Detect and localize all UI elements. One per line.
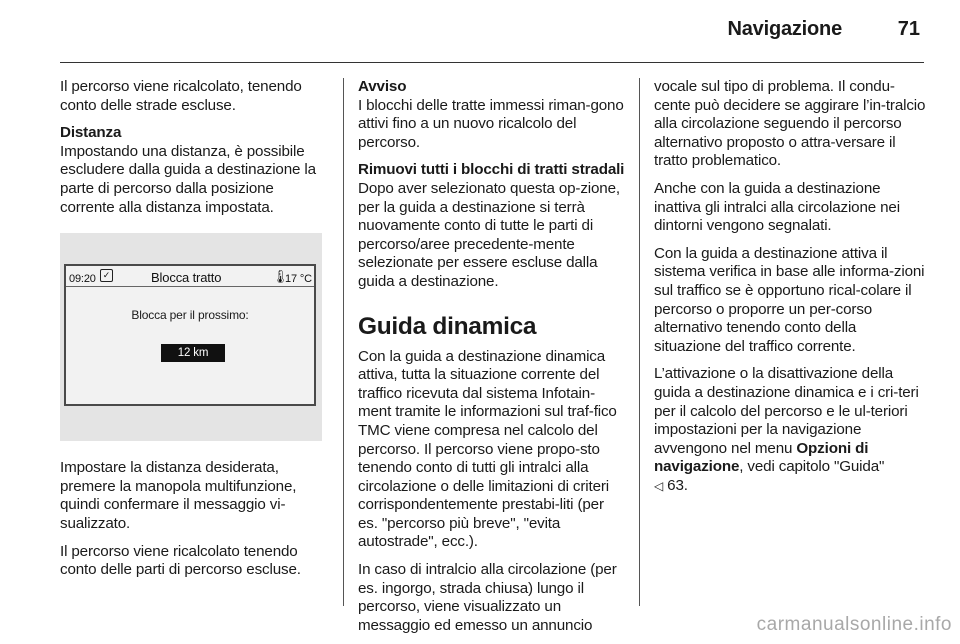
paragraph: Il percorso viene ricalcolato tenendo conto delle parti di percorso escluse. <box>60 542 301 579</box>
paragraph-text: L’attivazione o la disattivazione della guida a destinazione dinamica e i cri-teri per il calcolo del percorso e le ul-teriori impostazioni per la navigazione avvengono nel menu <box>654 365 919 457</box>
display-temperature: 17 °C <box>285 273 312 286</box>
page-title: Navigazione <box>727 18 842 40</box>
paragraph: Il percorso viene ricalcolato, tenendo conto delle strade escluse. <box>60 78 302 114</box>
watermark: carmanualsonline.info <box>756 614 952 635</box>
page-header <box>60 0 924 63</box>
notice-text: I blocchi delle tratte immessi riman-gono attivi fino a un nuovo ricalcolo del percorso. <box>358 96 624 151</box>
page-reference: 63. <box>667 476 688 494</box>
column-3 <box>654 78 926 504</box>
column-divider <box>343 78 344 606</box>
paragraph: In caso di intralcio alla circolazione (per es. ingorgo, strada chiusa) lungo il percorso, viene visualizzato un messaggio ed emesso un annuncio <box>358 561 617 634</box>
menu-name: Opzioni di navigazione <box>654 439 869 476</box>
paragraph <box>358 161 626 291</box>
page-reference-icon: ◁ <box>654 478 664 493</box>
column-2 <box>358 78 626 644</box>
paragraph: Con la guida a destinazione dinamica attiva, tutta la situazione corrente del traffico ricevuta dal sistema Infotain-ment tramite le informazioni sul traf-fico TMC viene compresa nel calcolo del percorso. Il percorso viene propo-sto tenendo conto di tutti gli intralci alla circolazione o delle limitazioni di criteri corrispondentemente prestabi-liti (per es. "percorso più breve", "evita autostrade", ecc.). <box>358 347 617 551</box>
section-heading: Guida dinamica <box>358 312 537 340</box>
display-screen <box>64 264 316 406</box>
display-time: 09:20 <box>69 273 96 286</box>
paragraph: Anche con la guida a destinazione inattiva gli intralci alla circolazione nei dintorni vengono segnalati. <box>654 179 900 235</box>
display-screenshot <box>60 233 322 441</box>
notice <box>358 78 626 152</box>
display-title: Blocca tratto <box>151 270 222 286</box>
paragraph-text: Dopo aver selezionato questa op-zione, per la guida a destinazione si terrà nuovamente conto di tutte le parti di percorso/aree precedente-mente selezionate per essere escluse dalla guida a destinazione. <box>358 179 620 290</box>
paragraph: vocale sul tipo di problema. Il condu-cente può decidere se aggirare l’in-tralcio alla circolazione seguendo il percorso alternativo proposto o attra-versare il tratto problematico. <box>654 78 926 170</box>
subheading-distance: Distanza <box>60 124 122 142</box>
paragraph <box>654 365 926 495</box>
column-1 <box>60 78 328 589</box>
page-number: 71 <box>897 18 920 40</box>
paragraph-text: , vedi capitolo "Guida" <box>739 458 885 476</box>
paragraph: Con la guida a destinazione attiva il sistema verifica in base alle informa-zioni sul traffico se è opportuno rical-colare il percorso o proporre un per-corso alternativo tenendo conto della situazione del traffico corrente. <box>654 244 925 355</box>
checkbox-icon: ✓ <box>100 269 113 282</box>
thermometer-icon: 🌡 <box>272 269 289 285</box>
notice-heading: Avviso <box>358 78 407 95</box>
column-divider <box>639 78 640 606</box>
display-message: Blocca per il prossimo: <box>131 308 249 323</box>
display-status-bar <box>66 266 314 287</box>
paragraph <box>60 124 328 217</box>
paragraph: Impostare la distanza desiderata, premere la manopola multifunzione, quindi confermare il messaggio vi-sualizzato. <box>60 459 297 532</box>
paragraph-text: Impostando una distanza, è possibile escludere dalla guida a destinazione la parte di percorso dalla posizione corrente alla distanza impostata. <box>60 142 316 216</box>
display-distance-value: 12 km <box>161 344 225 362</box>
subheading-remove-blocks: Rimuovi tutti i blocchi di tratti stradali <box>358 161 625 179</box>
